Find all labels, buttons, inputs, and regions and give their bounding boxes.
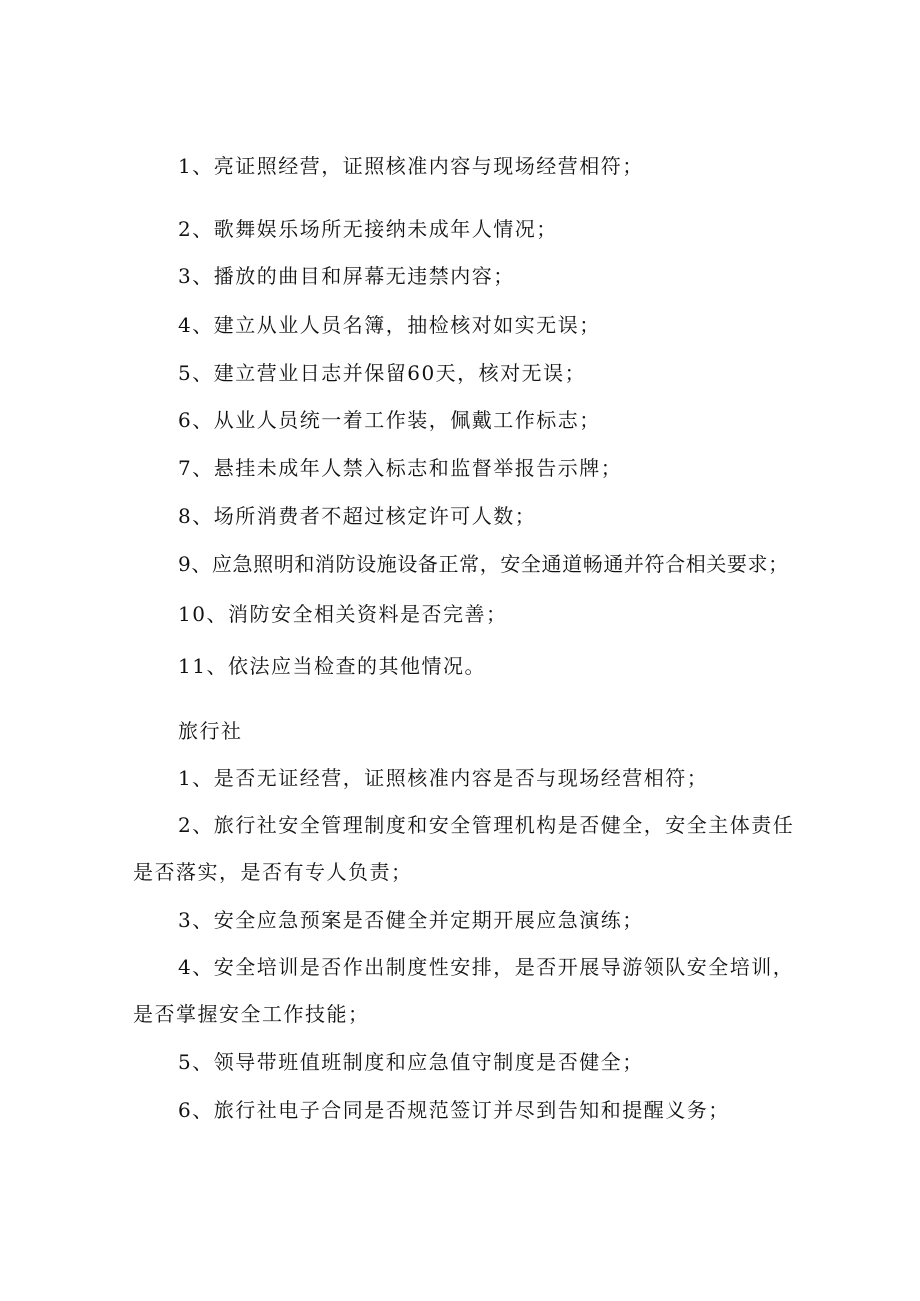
list-item: 4、安全培训是否作出制度性安排，是否开展导游领队安全培训，是否掌握安全工作技能；	[133, 955, 795, 1026]
list-item: 8、场所消费者不超过核定许可人数；	[178, 504, 537, 528]
list-item: 4、建立从业人员名簿，抽检核对如实无误；	[178, 313, 601, 337]
section-heading: 旅行社	[178, 719, 243, 743]
list-item: 11、依法应当检查的其他情况。	[178, 654, 486, 678]
list-item: 2、旅行社安全管理制度和安全管理机构是否健全，安全主体责任是否落实，是否有专人负责；	[133, 813, 795, 884]
list-item: 3、播放的曲目和屏幕无违禁内容；	[178, 264, 515, 288]
list-item: 7、悬挂未成年人禁入标志和监督举报告示牌；	[178, 456, 623, 480]
list-item: 5、领导带班值班制度和应急值守制度是否健全；	[178, 1050, 644, 1074]
list-item: 9、应急照明和消防设施设备正常，安全通道畅通并符合相关要求；	[178, 552, 789, 576]
list-item: 1、亮证照经营，证照核准内容与现场经营相符；	[178, 154, 644, 178]
list-item: 6、旅行社电子合同是否规范签订并尽到告知和提醒义务；	[178, 1098, 730, 1122]
list-item: 3、安全应急预案是否健全并定期开展应急演练；	[178, 908, 644, 932]
list-item: 6、从业人员统一着工作装，佩戴工作标志；	[178, 408, 601, 432]
list-item: 1、是否无证经营，证照核准内容是否与现场经营相符；	[178, 766, 709, 790]
list-item: 5、建立营业日志并保留60天，核对无误；	[178, 361, 587, 385]
list-item: 2、歌舞娱乐场所无接纳未成年人情况；	[178, 217, 558, 241]
list-item: 10、消防安全相关资料是否完善；	[178, 602, 508, 626]
